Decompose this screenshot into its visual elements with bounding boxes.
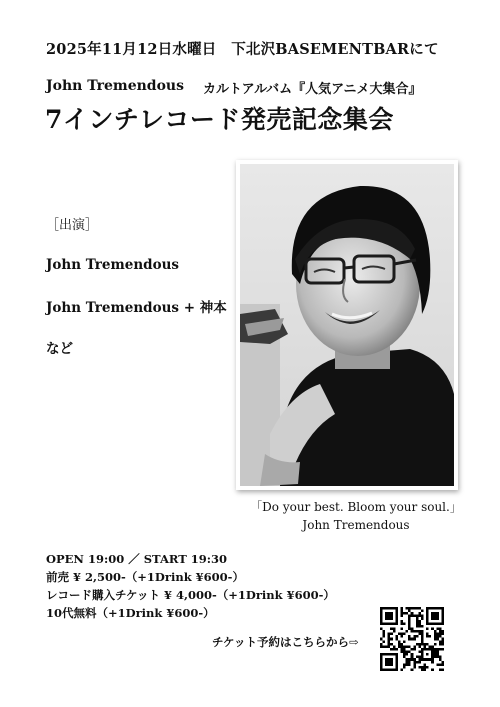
artist-photo [236,160,458,490]
cast-heading: ［出演］ [46,218,99,233]
qr-code-icon[interactable] [380,607,444,671]
photo-image [240,164,454,486]
cast-item: John Tremendous [46,257,180,273]
advance-price: 前売 ¥ 2,500-（+1Drink ¥600-） [46,570,244,584]
date-venue: 2025年11月12日水曜日 下北沢BASEMENTBARにて [46,41,439,58]
ticket-reservation-note: チケット予約はこちらから⇨ [212,635,359,649]
record-ticket-price: レコード購入チケット ¥ 4,000-（+1Drink ¥600-） [46,588,335,602]
quote-text: 「Do your best. Bloom your soul.」 [250,500,462,514]
cast-item: John Tremendous + 神本 [46,300,227,316]
event-title: 7インチレコード発売記念集会 [45,105,394,134]
open-start-times: OPEN 19:00 ／ START 19:30 [46,552,228,566]
cast-item: など [46,341,73,357]
quote-author: John Tremendous [302,518,410,532]
artist-name: John Tremendous [46,78,184,94]
album-title: カルトアルバム『人気アニメ大集合』 [203,82,422,97]
teens-price: 10代無料（+1Drink ¥600-） [46,606,215,620]
